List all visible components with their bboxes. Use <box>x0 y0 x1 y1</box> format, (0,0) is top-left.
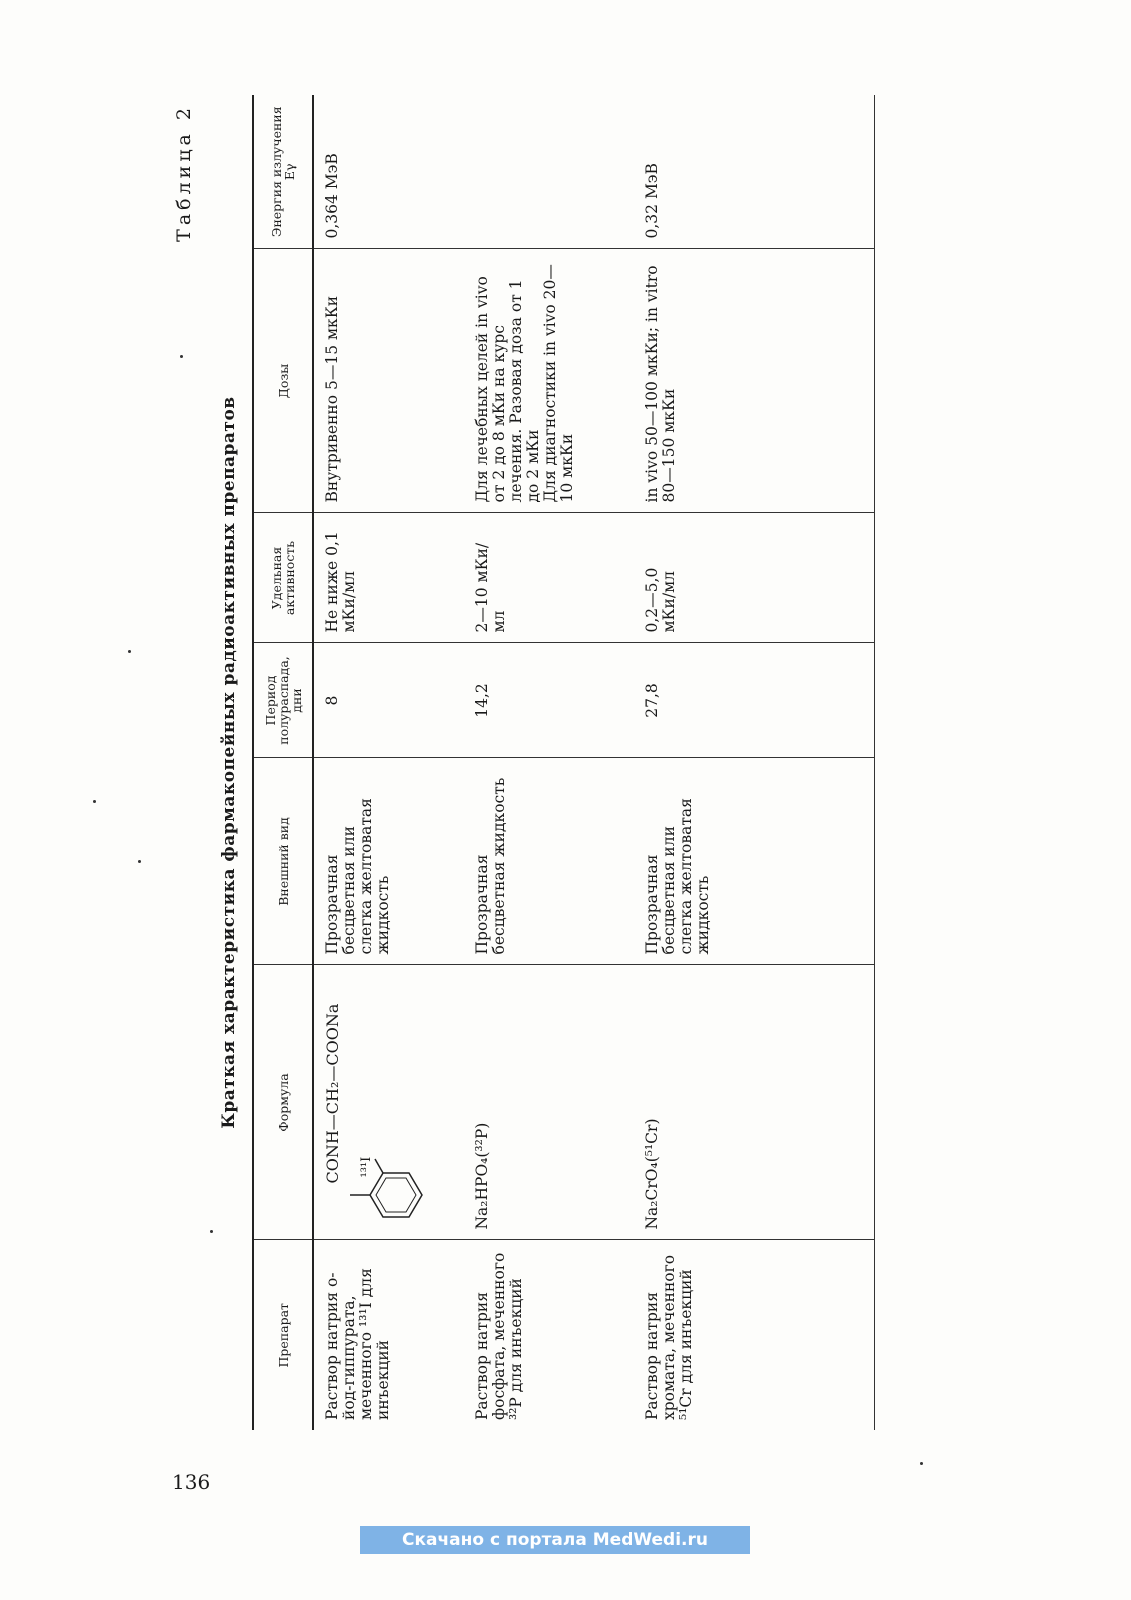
cell-formula: Na₂HPO₄(³²P) <box>464 965 634 1240</box>
cell-appearance: Прозрачная бесцветная или слегка желтоватая жидкость <box>634 758 875 965</box>
cell-appearance: Прозрачная бесцветная жидкость <box>464 758 634 965</box>
col-header-drug: Препарат <box>253 1240 313 1430</box>
cell-drug: Раствор натрия хромата, меченного ⁵¹Cr для инъекций <box>634 1240 875 1430</box>
doses-treatment: Для лечебных целей in vivo от 2 до 8 мКи на курс лечения. Разовая доза от 1 до 2 мКи <box>473 276 542 503</box>
formula-text: CONH—CH₂—COONa <box>323 1003 342 1184</box>
watermark-banner: Скачано с портала MedWedi.ru <box>360 1526 750 1554</box>
cell-doses: Внутривенно 5—15 мкКи <box>313 249 464 513</box>
formula-substituent: ¹³¹I <box>359 1156 374 1178</box>
benzene-ring-icon <box>348 1156 438 1226</box>
header-row <box>253 95 313 1430</box>
cell-formula <box>313 965 464 1240</box>
cell-doses <box>464 249 634 513</box>
cell-energy: 0,32 МэВ <box>634 95 875 249</box>
cell-activity: 2—10 мКи/мл <box>464 513 634 643</box>
cell-formula: Na₂CrO₄(⁵¹Cr) <box>634 965 875 1240</box>
rotated-table-block <box>212 95 962 1430</box>
cell-half-life: 8 <box>313 643 464 758</box>
cell-drug: Раствор натрия фосфата, меченного ³²P для инъекций <box>473 1252 525 1420</box>
table-caption: Краткая характеристика фармакопейных радиоактивных препаратов <box>219 396 239 1129</box>
scan-speck <box>138 860 141 863</box>
page-number: 136 <box>172 1470 211 1494</box>
table-row <box>464 95 634 1430</box>
cell-energy <box>464 95 634 249</box>
col-header-appearance: Внешний вид <box>253 758 313 965</box>
cell-half-life: 14,2 <box>464 643 634 758</box>
cell-doses: in vivo 50—100 мкКи; in vitro 80—150 мкКи <box>634 249 875 513</box>
cell-activity: 0,2—5,0 мКи/мл <box>634 513 875 643</box>
table-row <box>634 95 875 1430</box>
col-header-activity: Удельная активность <box>253 513 313 643</box>
cell-activity: Не ниже 0,1 мКи/мл <box>313 513 464 643</box>
cell-half-life: 27,8 <box>634 643 875 758</box>
scan-speck <box>93 800 96 803</box>
table-label: Таблица 2 <box>173 104 195 242</box>
scan-speck <box>920 1462 923 1465</box>
col-header-energy: Энергия излучения Eγ <box>253 95 313 249</box>
cell-drug: Раствор натрия о-йод-гиппурата, меченного ¹³¹I для инъекций <box>323 1268 392 1420</box>
col-header-doses: Дозы <box>253 249 313 513</box>
table-row <box>313 95 464 1430</box>
col-header-half-life: Период полураспада, дни <box>253 643 313 758</box>
cell-appearance: Прозрачная бесцветная или слегка желтоватая жидкость <box>313 758 464 965</box>
scan-speck <box>180 355 183 358</box>
radiopharmaceuticals-table <box>252 95 875 1430</box>
scan-speck <box>210 1230 213 1233</box>
cell-energy: 0,364 МэВ <box>313 95 464 249</box>
scan-speck <box>128 650 131 653</box>
doses-diagnostics: Для диагностики in vivo 20—10 мкКи <box>541 264 576 503</box>
col-header-formula: Формула <box>253 965 313 1240</box>
